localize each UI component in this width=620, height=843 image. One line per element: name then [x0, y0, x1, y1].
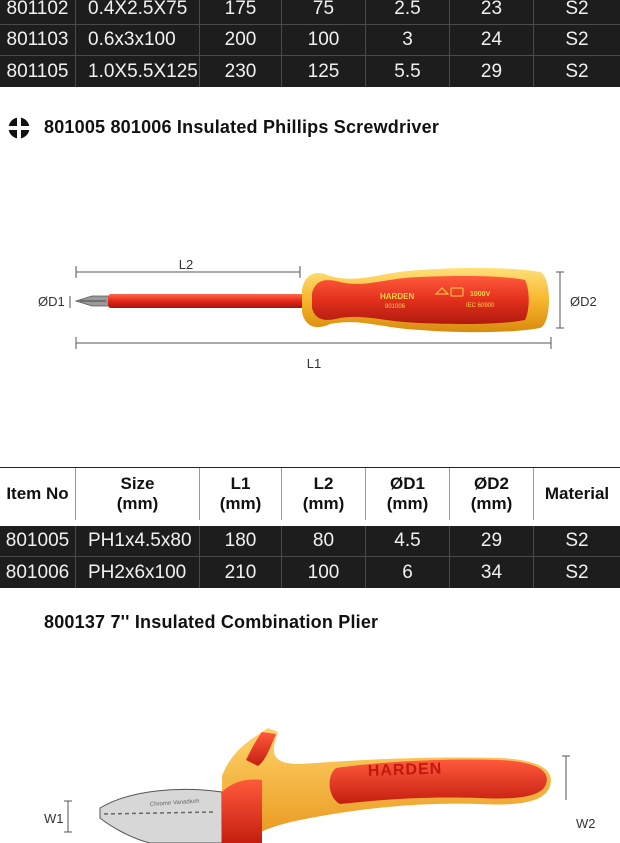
plier-brand-label: HARDEN [367, 760, 443, 780]
item-no-cell: 801103 [0, 25, 76, 55]
w2-label: W2 [576, 816, 596, 831]
l2-label: L2 [178, 257, 194, 272]
size-cell: 1.0X5.5X125 [76, 56, 200, 87]
table-row [0, 526, 620, 557]
size-cell: 0.6x3x100 [76, 25, 200, 55]
phillips-table-header [0, 467, 620, 520]
d2-cell: 34 [450, 557, 534, 588]
size-cell: PH1x4.5x80 [76, 526, 200, 556]
l1-label: L1 [306, 356, 322, 371]
table-row [0, 557, 620, 588]
material-cell: S2 [565, 29, 589, 50]
d1-cell: 5.5 [366, 56, 450, 87]
plier-jaw [100, 789, 222, 843]
handle-red [312, 276, 529, 324]
phillips-section-title: 801005 801006 Insulated Phillips Screwdriver [44, 117, 440, 137]
l1-cell: 180 [200, 526, 282, 556]
model-label: 801006 [385, 304, 406, 310]
l1-cell: 210 [200, 557, 282, 588]
table-row [0, 25, 620, 56]
l2-cell: 80 [282, 526, 366, 556]
l2-cell: 125 [282, 56, 366, 87]
d1-label: ØD1 [38, 294, 65, 309]
material-cell: S2 [565, 561, 589, 583]
item-no-cell: 801105 [0, 56, 76, 87]
plier-section-title: 800137 7'' Insulated Combination Plier [44, 612, 379, 632]
d2-cell: 29 [450, 56, 534, 87]
brand-label: HARDEN [380, 292, 415, 301]
l1-cell: 230 [200, 56, 282, 87]
d2-cell: 24 [450, 25, 534, 55]
table-row [0, 56, 620, 87]
header-d2: ØD2 (mm) [450, 468, 534, 520]
screwdriver-drawing [0, 250, 620, 380]
d1-cell: 2.5 [366, 0, 450, 24]
d2-label: ØD2 [570, 294, 597, 309]
w1-label: W1 [44, 811, 64, 826]
svg-text:Chrome Vanadium: Chrome Vanadium [149, 798, 200, 808]
size-cell: 0.4X2.5X75 [76, 0, 200, 24]
table-row [0, 0, 620, 25]
top-spec-table [0, 0, 620, 87]
header-l1: L1 (mm) [200, 468, 282, 520]
material-cell: S2 [565, 530, 589, 551]
item-no-cell: 801005 [0, 526, 76, 556]
l1-cell: 175 [200, 0, 282, 24]
d1-cell: 6 [366, 557, 450, 588]
header-material: Material [544, 484, 610, 503]
size-cell: PH2x6x100 [76, 557, 200, 588]
d1-cell: 4.5 [366, 526, 450, 556]
phillips-spec-table [0, 526, 620, 588]
d1-cell: 3 [366, 25, 450, 55]
material-cell: S2 [565, 0, 589, 19]
material-cell: S2 [565, 60, 589, 82]
insulated-shaft [108, 294, 308, 308]
l2-cell: 100 [282, 25, 366, 55]
phillips-cross-icon [8, 117, 30, 139]
item-no-cell: 801102 [0, 0, 76, 24]
item-no-cell: 801006 [0, 557, 76, 588]
d2-cell: 23 [450, 0, 534, 24]
l1-cell: 200 [200, 25, 282, 55]
plier-drawing [0, 720, 620, 843]
header-d1: ØD1 (mm) [366, 468, 450, 520]
d2-cell: 29 [450, 526, 534, 556]
l2-cell: 75 [282, 0, 366, 24]
header-l2: L2 (mm) [282, 468, 366, 520]
header-item-no: Item No [0, 468, 76, 520]
header-size: Size (mm) [76, 468, 200, 520]
standard-label: IEC 60900 [466, 303, 495, 309]
l2-cell: 100 [282, 557, 366, 588]
voltage-label: 1000V [470, 291, 491, 298]
